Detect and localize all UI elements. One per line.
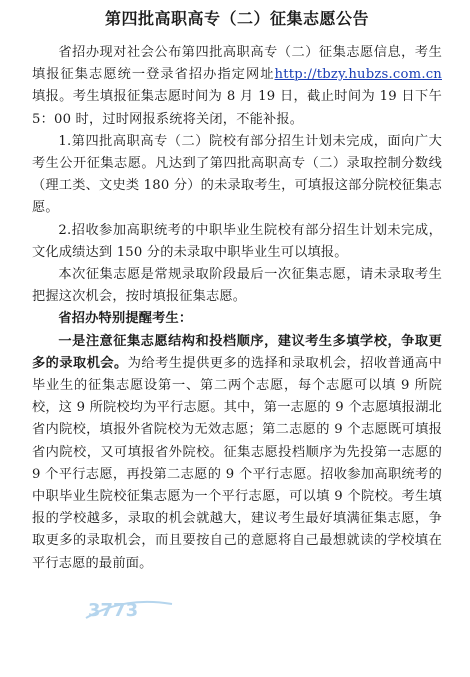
point-1-body: 为给考生提供更多的选择和录取机会，招收普通高中毕业生的征集志愿设第一、第二两个志愿，每个志愿可以填 9 所院校，这 9 所院校均为平行志愿。其中，第一志愿的 9 个志愿填报湖北省内院校，填报外省院校为无效志愿；第二志愿的 9 个志愿既可填报省内院校，又可填报省外院校。征集志愿投档顺序为先投第一志愿的 9 个平行志愿，再投第二志愿的 9 个平行志愿。招收参加高职统考的中职毕业生院校征集志愿为一个平行志愿，可以填 9 个院校。考生填报的学校越多，录取的机会就越大，建议考生最好填满征集志愿，争取更多的录取机会，而且要按自己的意愿将自己最想就读的学校填在平行志愿的最前面。 xyxy=(32,355,442,571)
item-2-paragraph: 2.招收参加高职统考的中职毕业生院校有部分招生计划未完成，文化成绩达到 150 分的未录取中职毕业生可以填报。 xyxy=(32,222,442,260)
page-title: 第四批高职高专（二）征集志愿公告 xyxy=(104,9,369,28)
point-1-paragraph xyxy=(32,331,442,575)
intro-paragraph xyxy=(32,42,442,131)
note-paragraph: 本次征集志愿是常规录取阶段最后一次征集志愿，请未录取考生把握这次机会，按时填报征集志愿。 xyxy=(32,267,442,305)
website-link[interactable]: http://tbzy.hubzs.com.cn xyxy=(274,67,442,83)
intro-text-continued: 填报。考生填报征集志愿时间为 8 月 19 日，截止时间为 19 日下午 5：00 时，过时网报系统将关闭，不能补报。 xyxy=(32,89,442,127)
point-1-heading: 一是注意征集志愿结构和投档顺序，建议考生多填学校，争取更多的录取机会。 xyxy=(32,333,442,371)
reminder-heading: 省招办特别提醒考生： xyxy=(58,311,193,327)
watermark-label: 3773 xyxy=(88,600,139,621)
item-1-paragraph: 1.第四批高职高专（二）院校有部分招生计划未完成，面向广大考生公开征集志愿。凡达到了第四批高职高专（二）录取控制分数线（理工类、文史类 180 分）的未录取考生，可填报这部分院校征集志愿。 xyxy=(32,133,442,216)
intro-text: 省招办现对社会公布第四批高职高专（二）征集志愿信息，考生填报征集志愿统一登录省招办指定网址 xyxy=(32,45,442,83)
